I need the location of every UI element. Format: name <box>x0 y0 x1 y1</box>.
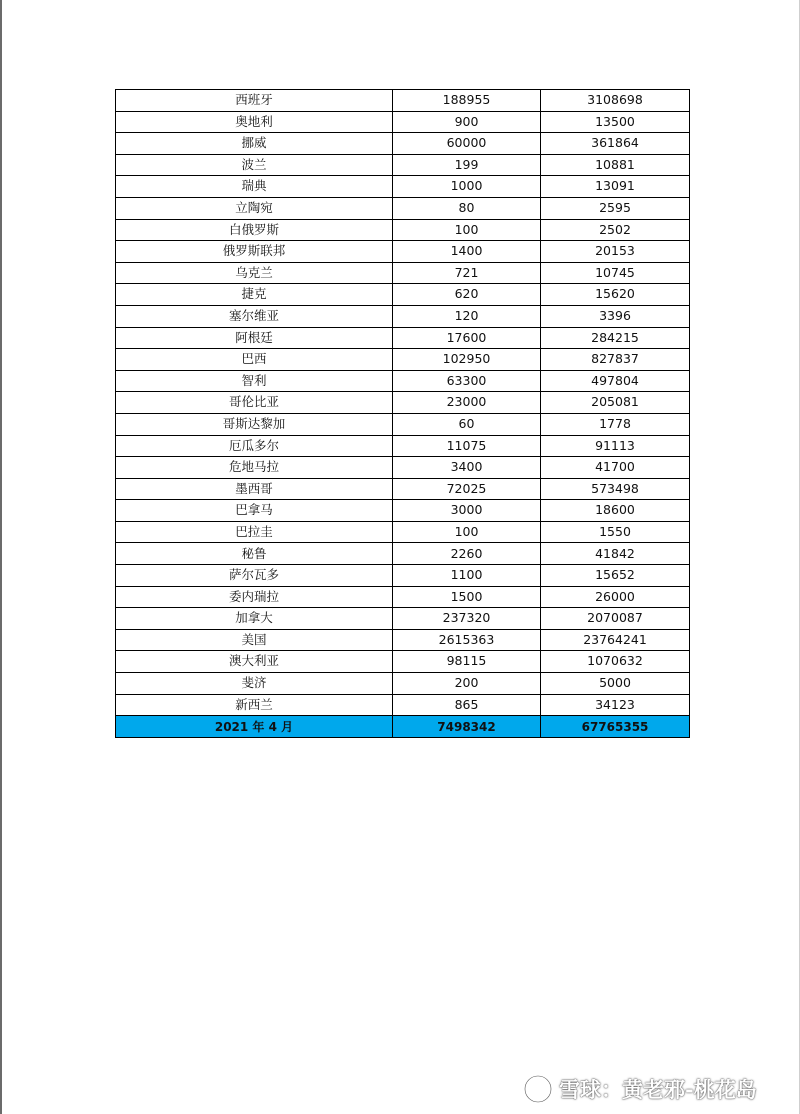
value-cell-2: 497804 <box>541 370 690 392</box>
table-row <box>116 521 690 543</box>
table-row <box>116 262 690 284</box>
value-cell-1: 11075 <box>393 435 541 457</box>
table-row <box>116 219 690 241</box>
value-cell-2: 34123 <box>541 694 690 716</box>
value-cell-2: 15620 <box>541 284 690 306</box>
country-cell: 巴拿马 <box>116 500 393 522</box>
value-cell-2: 205081 <box>541 392 690 414</box>
value-cell-2: 18600 <box>541 500 690 522</box>
snowball-logo-icon <box>523 1074 553 1104</box>
value-cell-2: 1070632 <box>541 651 690 673</box>
country-cell: 西班牙 <box>116 90 393 112</box>
value-cell-1: 98115 <box>393 651 541 673</box>
country-cell: 哥伦比亚 <box>116 392 393 414</box>
value-cell-1: 60 <box>393 413 541 435</box>
watermark <box>523 1072 757 1106</box>
value-cell-1: 188955 <box>393 90 541 112</box>
table-row <box>116 435 690 457</box>
value-cell-1: 60000 <box>393 133 541 155</box>
value-cell-2: 10745 <box>541 262 690 284</box>
value-cell-2: 91113 <box>541 435 690 457</box>
value-cell-1: 620 <box>393 284 541 306</box>
country-cell: 波兰 <box>116 154 393 176</box>
table-row <box>116 586 690 608</box>
value-cell-2: 3108698 <box>541 90 690 112</box>
table-row <box>116 478 690 500</box>
table-row <box>116 673 690 695</box>
total-value-cell-1: 7498342 <box>393 716 541 738</box>
value-cell-1: 102950 <box>393 349 541 371</box>
table-row <box>116 176 690 198</box>
country-cell: 奥地利 <box>116 111 393 133</box>
country-cell: 厄瓜多尔 <box>116 435 393 457</box>
country-cell: 瑞典 <box>116 176 393 198</box>
watermark-text: 雪球：黄老邪-桃花岛 <box>559 1078 757 1102</box>
country-cell: 加拿大 <box>116 608 393 630</box>
value-cell-1: 1000 <box>393 176 541 198</box>
country-cell: 澳大利亚 <box>116 651 393 673</box>
value-cell-1: 1500 <box>393 586 541 608</box>
value-cell-2: 361864 <box>541 133 690 155</box>
page-left-border <box>0 0 2 1114</box>
total-country-cell: 2021 年 4 月 <box>116 716 393 738</box>
table-row <box>116 565 690 587</box>
table-row <box>116 413 690 435</box>
table-row <box>116 327 690 349</box>
country-cell: 阿根廷 <box>116 327 393 349</box>
table-row <box>116 197 690 219</box>
country-cell: 巴西 <box>116 349 393 371</box>
table-row <box>116 111 690 133</box>
value-cell-1: 3000 <box>393 500 541 522</box>
country-cell: 智利 <box>116 370 393 392</box>
table-row <box>116 543 690 565</box>
country-cell: 萨尔瓦多 <box>116 565 393 587</box>
country-cell: 新西兰 <box>116 694 393 716</box>
country-cell: 美国 <box>116 629 393 651</box>
table-row <box>116 608 690 630</box>
value-cell-1: 72025 <box>393 478 541 500</box>
value-cell-1: 63300 <box>393 370 541 392</box>
value-cell-1: 2615363 <box>393 629 541 651</box>
value-cell-1: 200 <box>393 673 541 695</box>
value-cell-1: 17600 <box>393 327 541 349</box>
value-cell-2: 827837 <box>541 349 690 371</box>
table-row <box>116 500 690 522</box>
value-cell-2: 10881 <box>541 154 690 176</box>
value-cell-1: 3400 <box>393 457 541 479</box>
country-cell: 巴拉圭 <box>116 521 393 543</box>
value-cell-2: 284215 <box>541 327 690 349</box>
table-row <box>116 457 690 479</box>
country-cell: 危地马拉 <box>116 457 393 479</box>
value-cell-1: 100 <box>393 219 541 241</box>
value-cell-1: 2260 <box>393 543 541 565</box>
value-cell-2: 1550 <box>541 521 690 543</box>
value-cell-2: 23764241 <box>541 629 690 651</box>
value-cell-2: 2595 <box>541 197 690 219</box>
value-cell-2: 15652 <box>541 565 690 587</box>
table-row <box>116 694 690 716</box>
value-cell-1: 1400 <box>393 241 541 263</box>
country-data-table <box>115 89 690 738</box>
table-total-row <box>116 716 690 738</box>
value-cell-2: 5000 <box>541 673 690 695</box>
value-cell-2: 41700 <box>541 457 690 479</box>
country-cell: 挪威 <box>116 133 393 155</box>
table-row <box>116 284 690 306</box>
value-cell-2: 1778 <box>541 413 690 435</box>
table-body <box>116 90 690 738</box>
value-cell-1: 23000 <box>393 392 541 414</box>
country-cell: 秘鲁 <box>116 543 393 565</box>
value-cell-2: 41842 <box>541 543 690 565</box>
value-cell-2: 13091 <box>541 176 690 198</box>
value-cell-2: 2502 <box>541 219 690 241</box>
value-cell-1: 100 <box>393 521 541 543</box>
country-cell: 捷克 <box>116 284 393 306</box>
value-cell-2: 3396 <box>541 305 690 327</box>
table-row <box>116 241 690 263</box>
table-row <box>116 154 690 176</box>
value-cell-1: 900 <box>393 111 541 133</box>
table-row <box>116 90 690 112</box>
table-row <box>116 349 690 371</box>
value-cell-2: 2070087 <box>541 608 690 630</box>
value-cell-1: 237320 <box>393 608 541 630</box>
country-cell: 塞尔维亚 <box>116 305 393 327</box>
country-cell: 俄罗斯联邦 <box>116 241 393 263</box>
table-row <box>116 629 690 651</box>
value-cell-1: 120 <box>393 305 541 327</box>
total-value-cell-2: 67765355 <box>541 716 690 738</box>
value-cell-2: 26000 <box>541 586 690 608</box>
value-cell-1: 80 <box>393 197 541 219</box>
value-cell-2: 20153 <box>541 241 690 263</box>
country-cell: 哥斯达黎加 <box>116 413 393 435</box>
country-cell: 委内瑞拉 <box>116 586 393 608</box>
country-cell: 白俄罗斯 <box>116 219 393 241</box>
table-row <box>116 370 690 392</box>
value-cell-1: 721 <box>393 262 541 284</box>
table-row <box>116 305 690 327</box>
value-cell-2: 573498 <box>541 478 690 500</box>
country-cell: 墨西哥 <box>116 478 393 500</box>
country-cell: 乌克兰 <box>116 262 393 284</box>
table-row <box>116 651 690 673</box>
country-cell: 斐济 <box>116 673 393 695</box>
table-row <box>116 392 690 414</box>
value-cell-2: 13500 <box>541 111 690 133</box>
country-cell: 立陶宛 <box>116 197 393 219</box>
table-row <box>116 133 690 155</box>
value-cell-1: 199 <box>393 154 541 176</box>
value-cell-1: 1100 <box>393 565 541 587</box>
value-cell-1: 865 <box>393 694 541 716</box>
